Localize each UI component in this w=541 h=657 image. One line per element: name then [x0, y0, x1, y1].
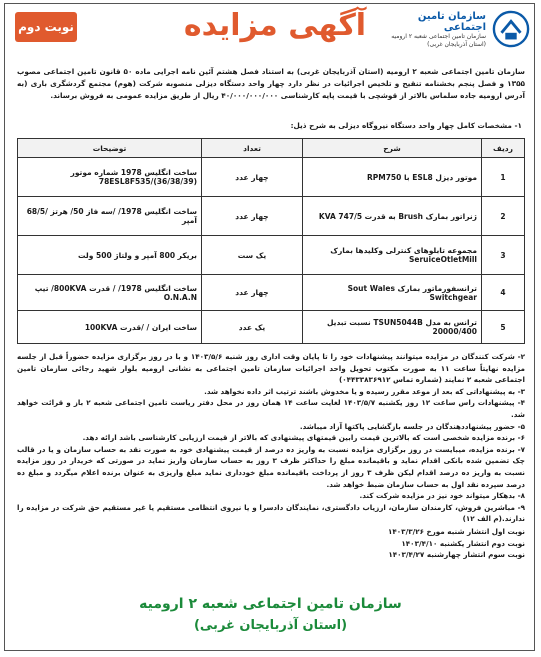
col-remarks: توضیحات — [18, 139, 202, 158]
publication-date: نوبت سوم انتشار چهارشنبه ۱۴۰۳/۴/۲۷ — [388, 550, 525, 560]
cell-count: چهار عدد — [202, 197, 303, 236]
notice-header — [5, 4, 536, 62]
table-header-row — [18, 139, 525, 158]
footer-org-name: سازمان تامین اجتماعی شعبه ۲ ارومیه — [139, 596, 402, 612]
table-row — [18, 236, 525, 275]
col-row: ردیف — [482, 139, 525, 158]
table-row — [18, 275, 525, 311]
publication-dates — [17, 526, 525, 561]
cell-row: 3 — [482, 236, 525, 275]
cell-remarks: ساخت انگلیس 1978/ /سه فاز 50/ هرتز /68/5 آمپر — [18, 197, 202, 236]
term-item: ۲- شرکت کنندگان در مزایده میتوانند پیشنهادات خود را تا پایان وقت اداری روز شنبه ۱۴۰۳/۵/۶ و با در روز برگزاری مزایده حضوراً قبل از جلسه مزایده نهایتاً ساعت ۱۱ به صورت مکتوب تحویل واحد اجرائیات سازمان تامین اجتماعی به نشانی ارومیه بلوار شهید رجائی سازمان تامین اجتماعی شعبه ۲ نمایند (شماره تماس ۰۴۴۳۳۸۳۶۹۱۲) — [17, 352, 525, 385]
terms-section — [17, 351, 525, 561]
cell-row: 4 — [482, 275, 525, 311]
notice-title: آگهی مزایده — [183, 8, 367, 43]
cell-count: چهار عدد — [202, 275, 303, 311]
term-item: ۳- به پیشنهاداتی که بعد از موعد مقرر رسیده و یا مخدوش باشند ترتیب اثر داده نخواهد شد. — [204, 386, 525, 396]
footer-province: (استان آذربایجان غربی) — [193, 618, 348, 633]
col-desc: شرح — [303, 139, 482, 158]
cell-row: 2 — [482, 197, 525, 236]
org-block — [376, 11, 486, 49]
cell-desc: ترانس به مدل TSUN5044B نسبت تبدیل 20000/400 — [303, 311, 482, 344]
cell-row: 5 — [482, 311, 525, 344]
cell-desc: موتور دیزل ESL8 با RPM750 — [303, 158, 482, 197]
cell-desc: ترانسفورماتور بمارک Sout Wales Switchgear — [303, 275, 482, 311]
spec-heading: ۱- مشخصات کامل چهار واحد دستگاه نیروگاه دیزلی به شرح ذیل: — [290, 121, 522, 130]
term-item: ۷- برنده مزایده، میبایست در روز برگزاری مزایده نسبت به واریز ده درصد از قیمت پیشنهادی خود به صورت نقد به حساب سازمان و یا در قالب چک تضمین شده بانکی اقدام نماید و باقیمانده مبلغ را حداکثر ظرف ۳ روز به حساب سازمان واریز نماید در صورتی که خریدار در روز مزایده نسبت به واریز ده درصد اقدام لیکن ظرف ۳ روز از پرداخت باقیمانده مبلغ خودداری نماید مبلغ واریزی به عنوان برنده اعلام میگردد و مبلغ ده درصد سپرده نقد اول به حساب سازمان ضبط خواهد شد. — [17, 444, 525, 489]
cell-remarks: ساخت ایران / /قدرت 100KVA — [18, 311, 202, 344]
cell-remarks: بریکر 800 آمپر و ولتاژ 500 ولت — [18, 236, 202, 275]
term-item: ۶- برنده مزایده شخصی است که بالاترین قیمت رابین قیمتهای پیشنهادی که بالاتر از قیمت ارزیابی کارشناسی باشد ارائه دهد. — [82, 433, 525, 443]
cell-desc: مجموعه تابلوهای کنترلی وکلیدها بمارک SeruiceOtletMill — [303, 236, 482, 275]
table-row — [18, 158, 525, 197]
col-count: تعداد — [202, 139, 303, 158]
cell-count: یک عدد — [202, 311, 303, 344]
notice-footer — [5, 596, 536, 633]
table-row — [18, 197, 525, 236]
notice-frame — [4, 3, 535, 651]
term-item: ۹- مباشرین فروش، کارمندان سازمان، ارزیاب دادگستری، نمایندگان دادسرا و یا نیروی انتظامی مستقیم یا غیر مستقیم حق شرکت در مزایده را ندارند.(م الف ۱۲) — [17, 502, 525, 524]
intro-paragraph: سازمان تامین اجتماعی شعبه ۲ ارومیه (استان آذربایجان غربی) به استناد فصل هشتم آئین نامه اجرایی ماده ۵۰ قانون تامین اجتماعی مصوب ۱۳۵۵ و فصل پنجم بخشنامه تنقیح و تلخیص اجرائیات در نظر دارد چهار واحد دستگاه دیزلی منصوبه شرکت (هوم) مجتمع گردشگری باری (به آدرس ارومیه جاده سلماس بالاتر از قوشچی با قیمت پایه کارشناسی ۴۰/۰۰۰/۰۰۰/۰۰۰ ریال از طریق مزایده عمومی به فروش برساند. — [17, 67, 525, 100]
term-item: ۸- بدهکار میتواند خود نیز در مزایده شرکت کند. — [359, 491, 525, 501]
cell-row: 1 — [482, 158, 525, 197]
cell-remarks: ساخت انگلیس 1978 شماره موتور 78ESL8F535/(36/38/39) — [18, 158, 202, 197]
social-security-logo-icon — [492, 10, 530, 48]
org-subtitle-2: (استان آذربایجان غربی) — [427, 41, 486, 48]
org-name: سازمان تامین اجتماعی — [417, 11, 486, 33]
items-table — [17, 138, 525, 344]
cell-count: چهار عدد — [202, 158, 303, 197]
term-item: ۵- حضور پیشنهاددهندگان در جلسه بازگشایی پاکتها آزاد میباشد. — [299, 421, 525, 431]
publication-date: نوبت اول انتشار شنبه مورخ ۱۴۰۳/۳/۲۶ — [388, 526, 525, 536]
publication-date: نوبت دوم انتشار یکشنبه ۱۴۰۳/۴/۱۰ — [401, 538, 525, 548]
publication-round-badge: نوبت دوم — [15, 12, 77, 42]
org-subtitle-1: سازمان تامین اجتماعی شعبه ۲ ارومیه — [391, 33, 486, 40]
cell-remarks: ساخت انگلیس 1978/ / قدرت 800KVA/ تیپ O.N.A.N — [18, 275, 202, 311]
cell-desc: ژنراتور بمارک Brush به قدرت KVA 747/5 — [303, 197, 482, 236]
table-row — [18, 311, 525, 344]
term-item: ۴- پیشنهادات راس ساعت ۱۲ روز یکشنبه ۱۴۰۳/۵/۷ لغایت ساعت ۱۴ همان روز در محل دفتر ریاست تامین اجتماعی شعبه ۲ باز و قرائت خواهد شد. — [17, 398, 526, 419]
cell-count: یک ست — [202, 236, 303, 275]
